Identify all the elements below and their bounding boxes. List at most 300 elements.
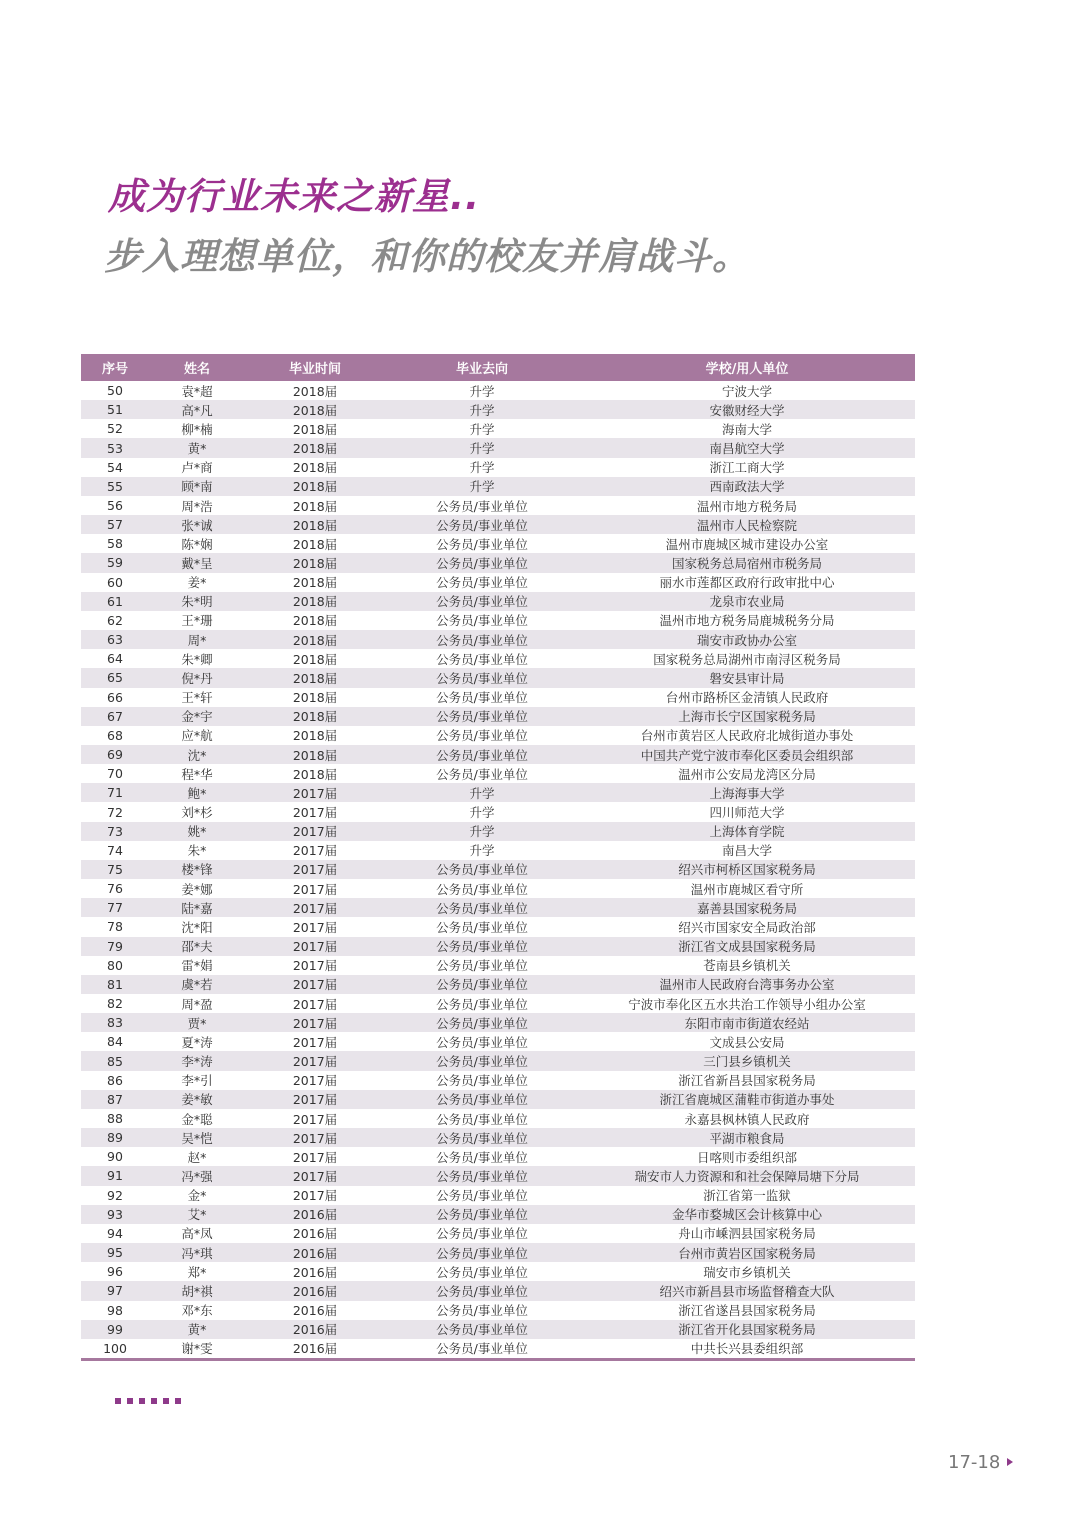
table-row	[81, 726, 915, 745]
cell-name: 周*	[187, 632, 207, 648]
column-header-employer: 学校/用人单位	[705, 362, 789, 377]
table-row	[81, 592, 915, 611]
cell-index: 63	[107, 632, 123, 648]
cell-destination: 升学	[469, 383, 495, 399]
cell-graduation: 2017届	[292, 996, 338, 1012]
table-row	[81, 458, 915, 477]
cell-name: 艾*	[187, 1207, 207, 1223]
table-row	[81, 419, 915, 438]
cell-graduation: 2018届	[292, 670, 338, 686]
cell-employer: 国家税务总局宿州市税务局	[671, 555, 822, 571]
cell-graduation: 2017届	[292, 958, 338, 974]
cell-destination: 公务员/事业单位	[436, 670, 528, 686]
cell-index: 52	[107, 421, 123, 437]
cell-index: 87	[107, 1091, 123, 1107]
cell-destination: 公务员/事业单位	[436, 517, 528, 533]
alumni-table	[81, 354, 915, 1361]
cell-destination: 公务员/事业单位	[436, 536, 528, 552]
cell-index: 85	[107, 1053, 123, 1069]
cell-graduation: 2018届	[292, 441, 338, 457]
cell-index: 89	[107, 1130, 123, 1146]
cell-index: 59	[107, 555, 123, 571]
cell-destination: 公务员/事业单位	[436, 651, 528, 667]
cell-index: 71	[107, 785, 123, 801]
cell-name: 雷*娟	[181, 958, 213, 974]
cell-name: 高*凡	[181, 402, 213, 418]
table-row	[81, 496, 915, 515]
cell-destination: 升学	[469, 479, 495, 495]
cell-employer: 上海体育学院	[709, 824, 785, 840]
cell-destination: 公务员/事业单位	[436, 575, 528, 591]
cell-graduation: 2017届	[292, 900, 338, 916]
cell-employer: 台州市路桥区金清镇人民政府	[665, 690, 829, 706]
cell-name: 郑*	[187, 1264, 207, 1280]
cell-name: 陈*娴	[181, 536, 213, 552]
cell-destination: 公务员/事业单位	[436, 1130, 528, 1146]
cell-graduation: 2017届	[292, 919, 338, 935]
cell-name: 姜*敏	[181, 1092, 213, 1108]
cell-name: 卢*商	[181, 460, 213, 476]
cell-index: 78	[107, 919, 123, 935]
cell-destination: 公务员/事业单位	[436, 1054, 528, 1070]
cell-index: 83	[107, 1015, 123, 1031]
cell-index: 96	[107, 1264, 123, 1280]
cell-employer: 浙江省遂昌县国家税务局	[678, 1303, 816, 1319]
cell-employer: 绍兴市新昌县市场监督稽查大队	[659, 1283, 835, 1299]
cell-destination: 公务员/事业单位	[436, 939, 528, 955]
cell-destination: 升学	[469, 824, 495, 840]
cell-destination: 公务员/事业单位	[436, 1188, 528, 1204]
cell-employer: 台州市黄岩区人民政府北城街道办事处	[640, 728, 854, 744]
cell-name: 刘*杉	[181, 805, 213, 821]
cell-index: 66	[107, 689, 123, 705]
cell-index: 88	[107, 1111, 123, 1127]
cell-employer: 浙江省第一监狱	[703, 1188, 791, 1204]
cell-index: 98	[107, 1302, 123, 1318]
cell-destination: 公务员/事业单位	[436, 1341, 528, 1357]
cell-index: 86	[107, 1072, 123, 1088]
table-row	[81, 438, 915, 457]
cell-name: 鲍*	[187, 785, 207, 801]
table-row	[81, 534, 915, 553]
cell-destination: 公务员/事业单位	[436, 1303, 528, 1319]
cell-employer: 瑞安市政协办公室	[696, 632, 797, 648]
cell-index: 99	[107, 1321, 123, 1337]
cell-name: 倪*丹	[181, 670, 213, 686]
cell-index: 74	[107, 842, 123, 858]
cell-index: 60	[107, 574, 123, 590]
cell-graduation: 2018届	[292, 766, 338, 782]
table-row	[81, 630, 915, 649]
cell-index: 65	[107, 670, 123, 686]
cell-graduation: 2017届	[292, 939, 338, 955]
table-row	[81, 745, 915, 764]
cell-name: 高*凤	[181, 1226, 213, 1242]
cell-name: 金*	[187, 1188, 207, 1204]
cell-employer: 台州市黄岩区国家税务局	[678, 1245, 816, 1261]
cell-graduation: 2016届	[292, 1303, 338, 1319]
cell-graduation: 2017届	[292, 881, 338, 897]
cell-index: 57	[107, 517, 123, 533]
cell-graduation: 2018届	[292, 402, 338, 418]
cell-name: 夏*涛	[181, 1034, 213, 1050]
table-body	[81, 381, 915, 1358]
cell-destination: 公务员/事业单位	[436, 1168, 528, 1184]
cell-name: 姜*	[187, 575, 207, 591]
cell-destination: 公务员/事业单位	[436, 900, 528, 916]
cell-destination: 公务员/事业单位	[436, 1245, 528, 1261]
table-row	[81, 573, 915, 592]
cell-employer: 日喀则市委组织部	[696, 1149, 797, 1165]
table-row	[81, 802, 915, 821]
cell-name: 袁*超	[181, 383, 213, 399]
cell-index: 55	[107, 478, 123, 494]
cell-name: 姜*娜	[181, 881, 213, 897]
cell-destination: 公务员/事业单位	[436, 555, 528, 571]
cell-graduation: 2018届	[292, 421, 338, 437]
cell-employer: 温州市人民政府台湾事务办公室	[659, 977, 835, 993]
cell-name: 陆*嘉	[181, 900, 213, 916]
table-row	[81, 1032, 915, 1051]
cell-employer: 南昌航空大学	[709, 441, 785, 457]
cell-graduation: 2018届	[292, 460, 338, 476]
cell-index: 70	[107, 766, 123, 782]
cell-graduation: 2018届	[292, 709, 338, 725]
cell-name: 黄*	[187, 1322, 207, 1338]
cell-index: 62	[107, 612, 123, 628]
cell-index: 51	[107, 402, 123, 418]
cell-destination: 公务员/事业单位	[436, 632, 528, 648]
cell-index: 76	[107, 881, 123, 897]
cell-index: 97	[107, 1283, 123, 1299]
cell-graduation: 2016届	[292, 1283, 338, 1299]
cell-graduation: 2018届	[292, 575, 338, 591]
cell-employer: 国家税务总局湖州市南浔区税务局	[653, 651, 841, 667]
cell-employer: 丽水市莲都区政府行政审批中心	[659, 575, 835, 591]
dot	[139, 1398, 145, 1404]
cell-employer: 温州市鹿城区看守所	[690, 881, 804, 897]
table-row	[81, 688, 915, 707]
cell-name: 吴*恺	[181, 1130, 213, 1146]
cell-index: 80	[107, 957, 123, 973]
cell-graduation: 2018届	[292, 594, 338, 610]
cell-employer: 温州市地方税务局鹿城税务分局	[659, 613, 835, 629]
column-header-index: 序号	[101, 362, 128, 377]
cell-name: 贾*	[187, 1015, 207, 1031]
table-row	[81, 649, 915, 668]
cell-name: 朱*明	[181, 594, 213, 610]
cell-graduation: 2017届	[292, 1073, 338, 1089]
table-row	[81, 1013, 915, 1032]
cell-name: 李*涛	[181, 1054, 213, 1070]
cell-index: 95	[107, 1245, 123, 1261]
cell-graduation: 2016届	[292, 1341, 338, 1357]
cell-destination: 公务员/事业单位	[436, 958, 528, 974]
cell-name: 金*宇	[181, 709, 213, 725]
cell-graduation: 2018届	[292, 728, 338, 744]
cell-graduation: 2016届	[292, 1264, 338, 1280]
cell-name: 沈*阳	[181, 919, 213, 935]
table-row	[81, 917, 915, 936]
cell-employer: 中国共产党宁波市奉化区委员会组织部	[640, 747, 854, 763]
cell-employer: 温州市鹿城区城市建设办公室	[665, 536, 829, 552]
cell-name: 虞*若	[181, 977, 213, 993]
cell-destination: 公务员/事业单位	[436, 498, 528, 514]
table-row	[81, 898, 915, 917]
cell-graduation: 2018届	[292, 690, 338, 706]
cell-destination: 公务员/事业单位	[436, 919, 528, 935]
cell-index: 100	[103, 1340, 127, 1356]
cell-employer: 金华市婺城区会计核算中心	[671, 1207, 822, 1223]
table-row	[81, 879, 915, 898]
cell-index: 84	[107, 1034, 123, 1050]
column-header-graduation: 毕业时间	[288, 362, 341, 377]
cell-employer: 宁波市奉化区五水共治工作领导小组办公室	[628, 996, 866, 1012]
cell-graduation: 2017届	[292, 1111, 338, 1127]
cell-employer: 文成县公安局	[709, 1034, 785, 1050]
cell-destination: 公务员/事业单位	[436, 977, 528, 993]
cell-destination: 公务员/事业单位	[436, 613, 528, 629]
cell-graduation: 2017届	[292, 1015, 338, 1031]
cell-employer: 西南政法大学	[709, 479, 785, 495]
cell-graduation: 2017届	[292, 1188, 338, 1204]
cell-employer: 浙江省文成县国家税务局	[678, 939, 816, 955]
cell-index: 91	[107, 1168, 123, 1184]
cell-index: 81	[107, 976, 123, 992]
cell-employer: 温州市地方税务局	[696, 498, 797, 514]
page-number: 17-18	[948, 1452, 1001, 1473]
cell-name: 程*华	[181, 766, 213, 782]
table-row	[81, 1090, 915, 1109]
cell-name: 朱*	[187, 843, 207, 859]
cell-name: 赵*	[187, 1149, 207, 1165]
cell-employer: 宁波大学	[721, 383, 772, 399]
cell-graduation: 2017届	[292, 843, 338, 859]
cell-index: 53	[107, 440, 123, 456]
cell-destination: 公务员/事业单位	[436, 1111, 528, 1127]
table-row	[81, 1243, 915, 1262]
cell-graduation: 2016届	[292, 1245, 338, 1261]
cell-graduation: 2018届	[292, 517, 338, 533]
cell-employer: 南昌大学	[721, 843, 772, 859]
cell-destination: 公务员/事业单位	[436, 1073, 528, 1089]
cell-name: 张*诚	[181, 517, 213, 533]
cell-name: 沈*	[187, 747, 207, 763]
table-row	[81, 1320, 915, 1339]
cell-graduation: 2018届	[292, 498, 338, 514]
column-header-name: 姓名	[183, 362, 210, 377]
cell-index: 58	[107, 536, 123, 552]
cell-graduation: 2018届	[292, 555, 338, 571]
cell-employer: 绍兴市国家安全局政治部	[678, 919, 816, 935]
cell-destination: 公务员/事业单位	[436, 728, 528, 744]
cell-index: 79	[107, 938, 123, 954]
cell-employer: 瑞安市乡镇机关	[703, 1264, 791, 1280]
table-row	[81, 1166, 915, 1185]
table-row	[81, 611, 915, 630]
cell-employer: 浙江省开化县国家税务局	[678, 1322, 816, 1338]
cell-graduation: 2017届	[292, 805, 338, 821]
cell-destination: 升学	[469, 421, 495, 437]
cell-destination: 公务员/事业单位	[436, 747, 528, 763]
cell-name: 冯*强	[181, 1168, 213, 1184]
cell-employer: 三门县乡镇机关	[703, 1054, 791, 1070]
cell-name: 李*引	[181, 1073, 213, 1089]
cell-destination: 公务员/事业单位	[436, 1149, 528, 1165]
cell-graduation: 2018届	[292, 651, 338, 667]
table-row	[81, 1109, 915, 1128]
cell-index: 94	[107, 1225, 123, 1241]
cell-graduation: 2017届	[292, 1130, 338, 1146]
cell-graduation: 2016届	[292, 1226, 338, 1242]
table-row	[81, 1281, 915, 1300]
cell-employer: 浙江工商大学	[709, 460, 785, 476]
table-row	[81, 668, 915, 687]
cell-graduation: 2017届	[292, 1149, 338, 1165]
cell-destination: 公务员/事业单位	[436, 766, 528, 782]
cell-destination: 升学	[469, 441, 495, 457]
cell-name: 黄*	[187, 441, 207, 457]
cell-index: 75	[107, 861, 123, 877]
dot	[163, 1398, 169, 1404]
cell-index: 82	[107, 996, 123, 1012]
cell-index: 73	[107, 823, 123, 839]
cell-name: 周*浩	[181, 498, 213, 514]
cell-name: 邓*东	[181, 1303, 213, 1319]
cell-employer: 上海市长宁区国家税务局	[678, 709, 816, 725]
cell-destination: 公务员/事业单位	[436, 1264, 528, 1280]
cell-index: 64	[107, 651, 123, 667]
table-row	[81, 477, 915, 496]
cell-name: 戴*呈	[181, 555, 213, 571]
cell-graduation: 2018届	[292, 747, 338, 763]
cell-employer: 龙泉市农业局	[709, 594, 785, 610]
cell-index: 61	[107, 593, 123, 609]
dot	[151, 1398, 157, 1404]
cell-name: 谢*雯	[181, 1341, 213, 1357]
cell-employer: 上海海事大学	[709, 785, 785, 801]
table-row	[81, 1205, 915, 1224]
cell-destination: 公务员/事业单位	[436, 1207, 528, 1223]
cell-employer: 海南大学	[721, 421, 772, 437]
cell-employer: 温州市公安局龙湾区分局	[678, 766, 816, 782]
cell-name: 胡*祺	[181, 1283, 213, 1299]
cell-graduation: 2016届	[292, 1207, 338, 1223]
cell-name: 金*聪	[181, 1111, 213, 1127]
cell-destination: 公务员/事业单位	[436, 594, 528, 610]
cell-name: 周*盈	[181, 996, 213, 1012]
cell-graduation: 2018届	[292, 613, 338, 629]
cell-name: 朱*卿	[181, 651, 213, 667]
decorative-dots	[115, 1398, 181, 1404]
table-row	[81, 1147, 915, 1166]
table-row	[81, 860, 915, 879]
cell-name: 王*珊	[181, 613, 213, 629]
cell-employer: 苍南县乡镇机关	[703, 958, 791, 974]
table-row	[81, 1186, 915, 1205]
cell-graduation: 2018届	[292, 632, 338, 648]
cell-destination: 公务员/事业单位	[436, 1015, 528, 1031]
cell-graduation: 2018届	[292, 383, 338, 399]
table-row	[81, 1051, 915, 1070]
cell-graduation: 2017届	[292, 1092, 338, 1108]
dot	[175, 1398, 181, 1404]
table-row	[81, 1301, 915, 1320]
cell-index: 72	[107, 804, 123, 820]
cell-employer: 四川师范大学	[709, 805, 785, 821]
cell-destination: 公务员/事业单位	[436, 1226, 528, 1242]
cell-employer: 安徽财经大学	[709, 402, 785, 418]
cell-employer: 磐安县审计局	[709, 670, 785, 686]
cell-index: 68	[107, 727, 123, 743]
table-bottom-rule	[81, 1358, 915, 1361]
table-row	[81, 515, 915, 534]
table-row	[81, 956, 915, 975]
table-row	[81, 783, 915, 802]
cell-destination: 公务员/事业单位	[436, 690, 528, 706]
cell-graduation: 2017届	[292, 785, 338, 801]
cell-employer: 绍兴市柯桥区国家税务局	[678, 862, 816, 878]
cell-index: 56	[107, 498, 123, 514]
cell-employer: 温州市人民检察院	[696, 517, 797, 533]
dot	[115, 1398, 121, 1404]
cell-index: 90	[107, 1149, 123, 1165]
cell-destination: 公务员/事业单位	[436, 996, 528, 1012]
cell-name: 应*航	[181, 728, 213, 744]
cell-name: 楼*锋	[181, 862, 213, 878]
cell-name: 邵*夫	[181, 939, 213, 955]
cell-employer: 嘉善县国家税务局	[696, 900, 797, 916]
cell-graduation: 2017届	[292, 1168, 338, 1184]
cell-index: 92	[107, 1187, 123, 1203]
column-header-destination: 毕业去向	[455, 362, 508, 377]
cell-name: 王*轩	[181, 690, 213, 706]
cell-employer: 浙江省鹿城区蒲鞋市街道办事处	[659, 1092, 835, 1108]
cell-name: 姚*	[187, 824, 207, 840]
table-row	[81, 400, 915, 419]
page-heading-primary: 成为行业未来之新星..	[108, 175, 481, 218]
cell-index: 93	[107, 1206, 123, 1222]
table-row	[81, 1071, 915, 1090]
table-header	[81, 354, 915, 381]
cell-employer: 东阳市南市街道农经站	[684, 1015, 810, 1031]
cell-index: 54	[107, 459, 123, 475]
cell-destination: 公务员/事业单位	[436, 1283, 528, 1299]
cell-graduation: 2017届	[292, 1034, 338, 1050]
table-row	[81, 937, 915, 956]
cell-employer: 永嘉县枫林镇人民政府	[684, 1111, 810, 1127]
cell-destination: 升学	[469, 843, 495, 859]
cell-destination: 公务员/事业单位	[436, 1092, 528, 1108]
table-row	[81, 822, 915, 841]
cell-destination: 公务员/事业单位	[436, 881, 528, 897]
next-arrow-icon	[1007, 1458, 1013, 1466]
cell-name: 顾*南	[181, 479, 213, 495]
cell-employer: 浙江省新昌县国家税务局	[678, 1073, 816, 1089]
table-row	[81, 841, 915, 860]
table-row	[81, 381, 915, 400]
cell-index: 77	[107, 900, 123, 916]
cell-graduation: 2017届	[292, 977, 338, 993]
cell-destination: 升学	[469, 460, 495, 476]
cell-graduation: 2018届	[292, 536, 338, 552]
cell-destination: 升学	[469, 402, 495, 418]
cell-graduation: 2017届	[292, 824, 338, 840]
cell-destination: 公务员/事业单位	[436, 1034, 528, 1050]
cell-employer: 中共长兴县委组织部	[690, 1341, 804, 1357]
page-heading-secondary: 步入理想单位，和你的校友并肩战斗。	[104, 235, 750, 278]
cell-index: 50	[107, 383, 123, 399]
